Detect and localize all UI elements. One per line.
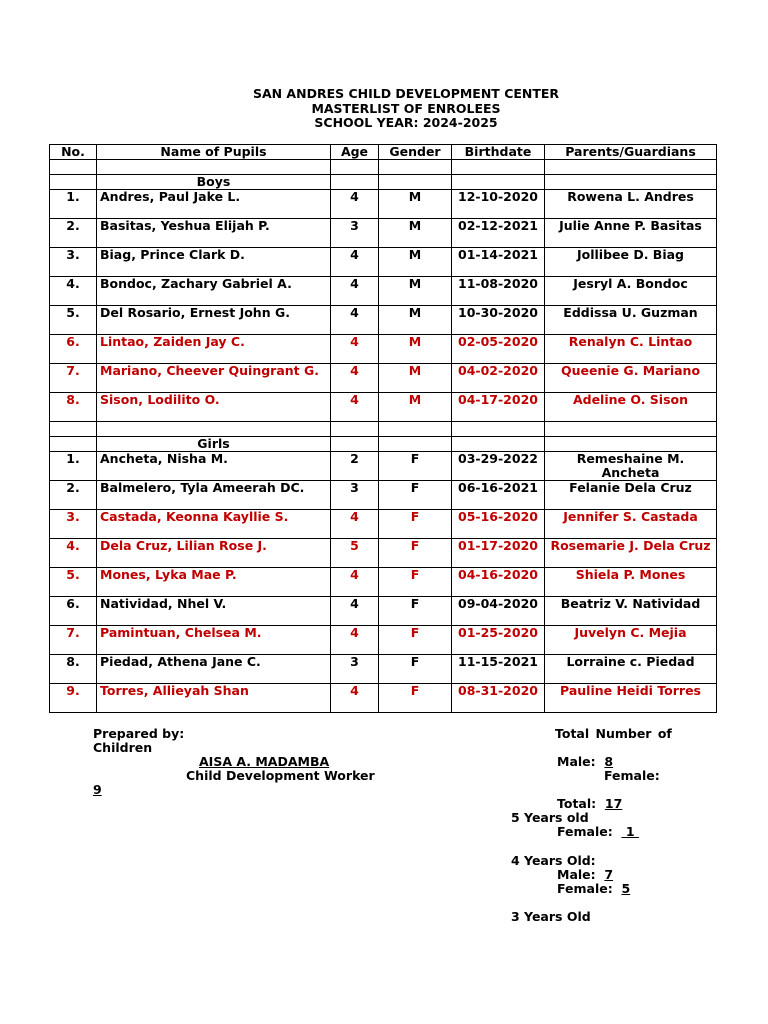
document-title: MASTERLIST OF ENROLEES (311, 100, 501, 116)
pupil-parent: Rowena L. Andres (545, 190, 717, 219)
pupil-gender: F (379, 655, 452, 684)
pupil-no: 8. (50, 393, 97, 422)
grand-total (557, 796, 622, 811)
document-header (0, 87, 768, 131)
table-header-row (50, 145, 717, 160)
pupil-no: 7. (50, 364, 97, 393)
column-header-gender: Gender (379, 145, 452, 160)
pupil-name: Pamintuan, Chelsea M. (97, 626, 331, 655)
pupil-parent: Remeshaine M. Ancheta (545, 452, 717, 481)
pupil-parent: Eddissa U. Guzman (545, 306, 717, 335)
pupil-gender: M (379, 190, 452, 219)
pupil-age: 4 (331, 393, 379, 422)
column-header-birthdate: Birthdate (452, 145, 545, 160)
pupil-name: Biag, Prince Clark D. (97, 248, 331, 277)
pupil-birthdate: 04-16-2020 (452, 568, 545, 597)
masterlist-table (49, 144, 717, 713)
preparer-name: AISA A. MADAMBA (199, 754, 330, 769)
pupil-no: 8. (50, 655, 97, 684)
table-row (50, 190, 717, 219)
pupil-name: Mones, Lyka Mae P. (97, 568, 331, 597)
five-female-label: Female: (557, 824, 613, 839)
empty-cell (331, 422, 379, 437)
pupil-no: 1. (50, 190, 97, 219)
girls-count-value: 9 (93, 782, 102, 797)
four-years-male (557, 867, 613, 882)
empty-cell (545, 422, 717, 437)
pupil-age: 3 (331, 655, 379, 684)
pupil-age: 4 (331, 277, 379, 306)
pupil-parent: Adeline O. Sison (545, 393, 717, 422)
pupil-no: 6. (50, 335, 97, 364)
pupil-parent: Jollibee D. Biag (545, 248, 717, 277)
table-row (50, 364, 717, 393)
prepared-by-label: Prepared by: (93, 726, 185, 741)
pupil-name: Del Rosario, Ernest John G. (97, 306, 331, 335)
pupil-parent: Rosemarie J. Dela Cruz (545, 539, 717, 568)
pupil-age: 4 (331, 364, 379, 393)
pupil-gender: F (379, 481, 452, 510)
column-header-name: Name of Pupils (97, 145, 331, 160)
empty-cell (452, 175, 545, 190)
center-name: SAN ANDRES CHILD DEVELOPMENT CENTER (252, 86, 560, 101)
pupil-name: Torres, Allieyah Shan (97, 684, 331, 713)
pupil-no: 5. (50, 568, 97, 597)
table-row (50, 655, 717, 684)
pupil-birthdate: 04-17-2020 (452, 393, 545, 422)
five-years-old-heading: 5 Years old (511, 810, 589, 825)
section-girls (50, 437, 717, 452)
school-year: SCHOOL YEAR: 2024-2025 (314, 115, 498, 130)
pupil-birthdate: 11-08-2020 (452, 277, 545, 306)
pupil-no: 7. (50, 626, 97, 655)
pupil-birthdate: 09-04-2020 (452, 597, 545, 626)
pupil-birthdate: 01-17-2020 (452, 539, 545, 568)
pupil-parent: Lorraine c. Piedad (545, 655, 717, 684)
spacer-row (50, 422, 717, 437)
pupil-birthdate: 06-16-2021 (452, 481, 545, 510)
empty-cell (331, 160, 379, 175)
three-years-old-heading: 3 Years Old (511, 909, 591, 924)
pupil-age: 5 (331, 539, 379, 568)
pupil-age: 4 (331, 306, 379, 335)
empty-cell (452, 437, 545, 452)
pupil-no: 9. (50, 684, 97, 713)
section-boys-label: Boys (97, 175, 331, 190)
table-row (50, 219, 717, 248)
table-body (50, 160, 717, 713)
table-row (50, 568, 717, 597)
pupil-birthdate: 02-05-2020 (452, 335, 545, 364)
pupil-gender: F (379, 568, 452, 597)
section-girls-label: Girls (97, 437, 331, 452)
four-male-label: Male: (557, 867, 596, 882)
total-value: 17 (604, 796, 623, 811)
pupil-age: 4 (331, 684, 379, 713)
pupil-birthdate: 03-29-2022 (452, 452, 545, 481)
pupil-gender: M (379, 335, 452, 364)
empty-cell (97, 160, 331, 175)
pupil-name: Basitas, Yeshua Elijah P. (97, 219, 331, 248)
pupil-age: 3 (331, 219, 379, 248)
pupil-birthdate: 05-16-2020 (452, 510, 545, 539)
pupil-age: 4 (331, 335, 379, 364)
pupil-no: 1. (50, 452, 97, 481)
pupil-age: 4 (331, 597, 379, 626)
pupil-name: Balmelero, Tyla Ameerah DC. (97, 481, 331, 510)
male-label: Male: (557, 754, 596, 769)
pupil-age: 3 (331, 481, 379, 510)
table-row (50, 481, 717, 510)
four-female-value: 5 (621, 881, 631, 896)
pupil-age: 2 (331, 452, 379, 481)
table-row (50, 626, 717, 655)
table-row (50, 597, 717, 626)
pupil-parent: Renalyn C. Lintao (545, 335, 717, 364)
pupil-age: 4 (331, 568, 379, 597)
table-row (50, 684, 717, 713)
pupil-no: 4. (50, 277, 97, 306)
table-row (50, 306, 717, 335)
pupil-no: 4. (50, 539, 97, 568)
empty-cell (545, 160, 717, 175)
pupil-parent: Julie Anne P. Basitas (545, 219, 717, 248)
empty-cell (97, 422, 331, 437)
pupil-gender: F (379, 539, 452, 568)
pupil-no: 2. (50, 219, 97, 248)
pupil-gender: F (379, 684, 452, 713)
total-number-label: Total Number of (555, 726, 672, 741)
pupil-name: Andres, Paul Jake L. (97, 190, 331, 219)
pupil-name: Castada, Keonna Kayllie S. (97, 510, 331, 539)
pupil-birthdate: 11-15-2021 (452, 655, 545, 684)
pupil-gender: F (379, 626, 452, 655)
female-label: Female: (604, 768, 660, 783)
column-header-age: Age (331, 145, 379, 160)
pupil-parent: Jennifer S. Castada (545, 510, 717, 539)
four-female-label: Female: (557, 881, 613, 896)
pupil-parent: Shiela P. Mones (545, 568, 717, 597)
pupil-name: Lintao, Zaiden Jay C. (97, 335, 331, 364)
table-row (50, 393, 717, 422)
pupil-birthdate: 02-12-2021 (452, 219, 545, 248)
table-row (50, 335, 717, 364)
pupil-gender: F (379, 452, 452, 481)
pupil-birthdate: 12-10-2020 (452, 190, 545, 219)
empty-cell (50, 160, 97, 175)
male-value: 8 (604, 754, 614, 769)
pupil-no: 2. (50, 481, 97, 510)
empty-cell (452, 160, 545, 175)
pupil-gender: F (379, 510, 452, 539)
pupil-parent: Jesryl A. Bondoc (545, 277, 717, 306)
table-row (50, 452, 717, 481)
pupil-birthdate: 04-02-2020 (452, 364, 545, 393)
pupil-name: Ancheta, Nisha M. (97, 452, 331, 481)
pupil-name: Dela Cruz, Lilian Rose J. (97, 539, 331, 568)
pupil-gender: M (379, 219, 452, 248)
pupil-parent: Queenie G. Mariano (545, 364, 717, 393)
column-header-no: No. (50, 145, 97, 160)
pupil-parent: Juvelyn C. Mejia (545, 626, 717, 655)
pupil-age: 4 (331, 510, 379, 539)
pupil-no: 3. (50, 510, 97, 539)
pupil-name: Sison, Lodilito O. (97, 393, 331, 422)
empty-cell (379, 175, 452, 190)
pupil-gender: M (379, 306, 452, 335)
children-label: Children (93, 740, 153, 755)
table-row (50, 539, 717, 568)
pupil-birthdate: 08-31-2020 (452, 684, 545, 713)
pupil-gender: M (379, 393, 452, 422)
four-male-value: 7 (604, 867, 614, 882)
preparer-title: Child Development Worker (186, 768, 375, 783)
empty-cell (545, 437, 717, 452)
empty-cell (379, 160, 452, 175)
pupil-no: 3. (50, 248, 97, 277)
five-years-female (557, 824, 639, 839)
pupil-gender: M (379, 364, 452, 393)
pupil-name: Bondoc, Zachary Gabriel A. (97, 277, 331, 306)
pupil-name: Piedad, Athena Jane C. (97, 655, 331, 684)
pupil-age: 4 (331, 190, 379, 219)
pupil-birthdate: 10-30-2020 (452, 306, 545, 335)
pupil-gender: M (379, 248, 452, 277)
table-row (50, 510, 717, 539)
pupil-name: Mariano, Cheever Quingrant G. (97, 364, 331, 393)
four-years-female (557, 881, 630, 896)
pupil-parent: Beatriz V. Natividad (545, 597, 717, 626)
pupil-parent: Pauline Heidi Torres (545, 684, 717, 713)
pupil-birthdate: 01-14-2021 (452, 248, 545, 277)
four-years-old-heading: 4 Years Old: (511, 853, 596, 868)
empty-cell (545, 175, 717, 190)
empty-cell (331, 175, 379, 190)
five-female-value: 1 (625, 824, 635, 839)
pupil-parent: Felanie Dela Cruz (545, 481, 717, 510)
spacer-row (50, 160, 717, 175)
empty-cell (50, 175, 97, 190)
total-label: Total: (557, 796, 597, 811)
pupil-gender: F (379, 597, 452, 626)
empty-cell (452, 422, 545, 437)
empty-cell (50, 437, 97, 452)
empty-cell (379, 437, 452, 452)
empty-cell (331, 437, 379, 452)
pupil-no: 6. (50, 597, 97, 626)
pupil-gender: M (379, 277, 452, 306)
pupil-age: 4 (331, 626, 379, 655)
pupil-birthdate: 01-25-2020 (452, 626, 545, 655)
table-row (50, 277, 717, 306)
section-boys (50, 175, 717, 190)
pupil-name: Natividad, Nhel V. (97, 597, 331, 626)
column-header-parents: Parents/Guardians (545, 145, 717, 160)
table-row (50, 248, 717, 277)
pupil-age: 4 (331, 248, 379, 277)
pupil-no: 5. (50, 306, 97, 335)
empty-cell (50, 422, 97, 437)
empty-cell (379, 422, 452, 437)
male-total (557, 754, 613, 769)
